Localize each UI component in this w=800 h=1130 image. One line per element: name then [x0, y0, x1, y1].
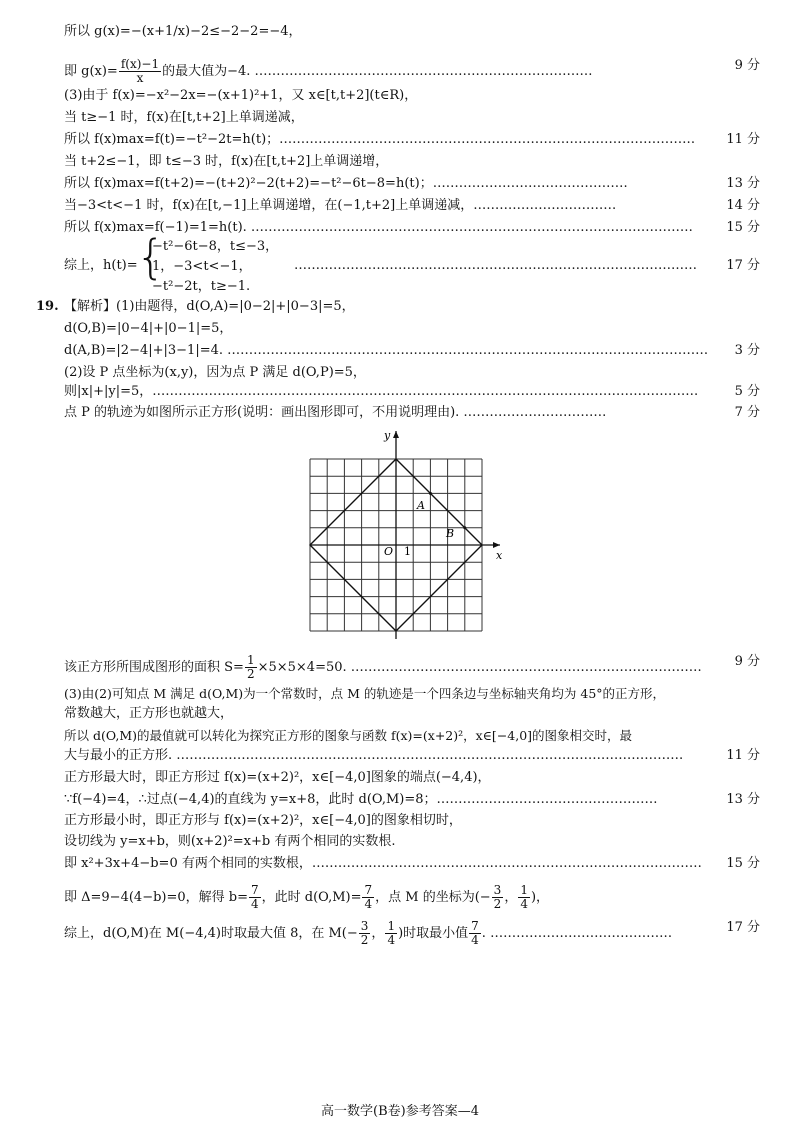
solution-line: [64, 770, 760, 786]
point-a-label: A: [417, 499, 425, 512]
leader-dots: ……………………………………………: [436, 792, 658, 807]
unit-label: 1: [404, 545, 411, 558]
text: 大与最小的正方形.: [64, 748, 177, 763]
solution-line: [64, 728, 760, 744]
y-arrow-icon: [393, 431, 399, 438]
point-b-label: B: [446, 527, 455, 540]
fraction: [518, 884, 530, 911]
x-axis-label: x: [496, 549, 503, 562]
text: d(O,B)=|0−4|+|0−1|=5，: [64, 321, 233, 336]
score-label: 17 分: [726, 920, 760, 935]
leader-dots: ……………………………………………………………………: [254, 64, 593, 79]
solution-line: [64, 154, 760, 170]
text: 正方形最大时，即正方形过 f(x)=(x+2)²，x∈[−4,0]图象的端点(−4,4)，: [64, 770, 491, 785]
solution-line: [64, 321, 760, 337]
solution-line: [64, 792, 760, 808]
score-label: 9 分: [734, 58, 760, 73]
solution-line: [64, 856, 760, 872]
score-label: 7 分: [734, 405, 760, 420]
text: 当 t≥−1 时，f(x)在[t,t+2]上单调递减，: [64, 110, 304, 125]
score-label: 15 分: [726, 856, 760, 871]
text: ，: [504, 890, 518, 905]
origin-label: O: [384, 545, 394, 558]
denominator: 4: [251, 897, 259, 911]
text: 该正方形所围成图形的面积 S=: [64, 660, 244, 675]
leader-dots: ………………………………………………………………………………………………………………: [152, 384, 699, 399]
solution-line: [64, 198, 760, 214]
text: 点 P 的轨迹为如图所示正方形(说明：画出图形即可，不用说明理由).: [64, 405, 464, 420]
text: 当 t+2≤−1，即 t≤−3 时，f(x)在[t,t+2]上单调递增，: [64, 154, 389, 169]
text: 所以 f(x)max=f(t)=−t²−2t=h(t)；: [64, 132, 280, 147]
leader-dots: ………………………………………………………………………………: [311, 856, 702, 871]
solution-line: [64, 24, 760, 40]
score-label: 11 分: [726, 748, 760, 763]
denominator: 2: [246, 667, 255, 681]
text: 所以 g(x)=−(x+1/x)−2≤−2−2=−4，: [64, 24, 302, 39]
denominator: 4: [387, 933, 396, 947]
text: 【解析】(1)由题得，d(O,A)=|0−2|+|0−3|=5，: [64, 299, 355, 314]
text: ∵f(−4)=4，∴过点(−4,4)的直线为 y=x+8，此时 d(O,M)=8；: [64, 792, 437, 807]
leader-dots: …………………………………………………………………………………: [294, 258, 697, 273]
score-label: 13 分: [726, 176, 760, 191]
leader-dots: ……………………………: [473, 198, 617, 213]
denominator: 4: [520, 897, 528, 911]
solution-line: [64, 813, 760, 829]
text: (3)由于 f(x)=−x²−2x=−(x+1)²+1，又 x∈[t,t+2](t∈R)，: [64, 88, 418, 103]
text: (3)由(2)可知点 M 满足 d(O,M)为一个常数时，点 M 的轨迹是一个四条边与坐标轴夹角均为 45°的正方形，: [64, 686, 666, 701]
solution-line: [64, 654, 760, 681]
numerator: 7: [364, 883, 373, 897]
numerator: 1: [520, 883, 528, 897]
text: 则|x|+|y|=5，: [64, 384, 153, 399]
text: 综上，d(O,M)在 M(−4,4)时取最大值 8，在 M(−: [64, 926, 358, 941]
text: 的最大值为−4.: [162, 64, 255, 79]
question-number: 19.: [36, 299, 59, 314]
solution-line: [64, 748, 760, 764]
solution-line: [64, 920, 760, 947]
numerator: 3: [360, 919, 369, 933]
fraction: [119, 58, 161, 85]
text: 所以 f(x)max=f(t+2)=−(t+2)²−2(t+2)=−t²−6t−8=h(t)；: [64, 176, 433, 191]
numerator: 7: [251, 883, 259, 897]
numerator: f(x)−1: [120, 57, 160, 71]
denominator: 2: [493, 897, 502, 911]
solution-line: [64, 132, 760, 148]
score-label: 9 分: [734, 654, 760, 669]
text: 正方形最小时，即正方形与 f(x)=(x+2)²，x∈[−4,0]的图象相切时，: [64, 813, 462, 828]
score-label: 3 分: [734, 343, 760, 358]
text: )，: [530, 890, 550, 905]
text: 即 g(x)=: [64, 64, 118, 79]
piecewise-case: −t²−2t，t≥−1.: [152, 279, 251, 294]
score-label: 11 分: [726, 132, 760, 147]
text: ，此时 d(O,M)=: [261, 890, 362, 905]
solution-line: [64, 220, 760, 236]
y-axis-label: y: [384, 429, 391, 442]
solution-line: [64, 176, 760, 192]
solution-line: [64, 405, 760, 421]
fraction: [249, 884, 261, 911]
fraction: [385, 920, 397, 947]
solution-line: [64, 58, 760, 85]
x-arrow-icon: [493, 542, 500, 548]
page-footer: 高一数学(B卷)参考答案—4: [321, 1104, 479, 1119]
leader-dots: …………………………………………………………………………………………: [250, 220, 693, 235]
numerator: 1: [246, 653, 255, 667]
denominator: 4: [364, 897, 373, 911]
point-b: [463, 526, 466, 529]
text: d(A,B)=|2−4|+|3−1|=4.: [64, 343, 228, 358]
piecewise-brace: {: [136, 230, 166, 284]
denominator: 4: [471, 933, 479, 947]
solution-line: [64, 834, 760, 850]
text: 即 Δ=9−4(4−b)=0，解得 b=: [64, 890, 248, 905]
text: 常数越大，正方形也就越大，: [64, 706, 234, 721]
fraction: [362, 884, 374, 911]
numerator: 7: [471, 919, 479, 933]
text: (2)设 P 点坐标为(x,y)，因为点 P 满足 d(O,P)=5，: [64, 365, 366, 380]
leader-dots: …………………………………………………………………………………………………: [227, 343, 709, 358]
solution-line: [64, 365, 760, 381]
solution-line: [64, 299, 760, 315]
solution-line: [64, 343, 760, 359]
leader-dots: ……………………………………………………………………………………: [279, 132, 696, 147]
score-label: 5 分: [734, 384, 760, 399]
leader-dots: ………………………………………: [432, 176, 628, 191]
denominator: x: [136, 71, 144, 85]
denominator: 2: [360, 933, 369, 947]
solution-line: [64, 686, 760, 702]
leader-dots: ………………………………………………………………………: [350, 660, 702, 675]
text: .: [481, 926, 491, 941]
text: 设切线为 y=x+b，则(x+2)²=x+b 有两个相同的实数根.: [64, 834, 396, 849]
fraction: [245, 654, 257, 681]
text: ，点 M 的坐标为(−: [375, 890, 491, 905]
score-label: 15 分: [726, 220, 760, 235]
solution-line: [64, 384, 760, 400]
piecewise-case: 1，−3<t<−1，: [152, 259, 252, 274]
piecewise-case: −t²−6t−8，t≤−3，: [152, 239, 279, 254]
point-a: [429, 492, 432, 495]
solution-line: [64, 706, 760, 722]
score-label: 14 分: [726, 198, 760, 213]
text: ，: [371, 926, 385, 941]
fraction: [492, 884, 504, 911]
numerator: 1: [387, 919, 396, 933]
numerator: 3: [493, 883, 502, 897]
text: 即 x²+3x+4−b=0 有两个相同的实数根，: [64, 856, 312, 871]
solution-line: [64, 88, 760, 104]
text: 当−3<t<−1 时，f(x)在[t,−1]上单调递增，在(−1,t+2]上单调递减，: [64, 198, 474, 213]
text: )时取最小值: [398, 926, 469, 941]
score-label: 17 分: [726, 258, 760, 273]
text: 综上，h(t)=: [64, 258, 138, 273]
fraction: [359, 920, 371, 947]
leader-dots: ……………………………………: [490, 926, 673, 941]
text: 所以 d(O,M)的最值就可以转化为探究正方形的图象与函数 f(x)=(x+2)²，x∈[−4,0]的图象相交时，最: [64, 728, 633, 743]
fraction: [469, 920, 481, 947]
text: ×5×5×4=50.: [257, 660, 351, 675]
leader-dots: ……………………………: [463, 405, 607, 420]
solution-line: [64, 884, 760, 911]
leader-dots: ………………………………………………………………………………………………………: [176, 748, 684, 763]
text: 所以 f(x)max=f(−1)=1=h(t).: [64, 220, 251, 235]
square-locus-figure: [300, 427, 510, 642]
solution-line: [64, 110, 760, 126]
score-label: 13 分: [726, 792, 760, 807]
